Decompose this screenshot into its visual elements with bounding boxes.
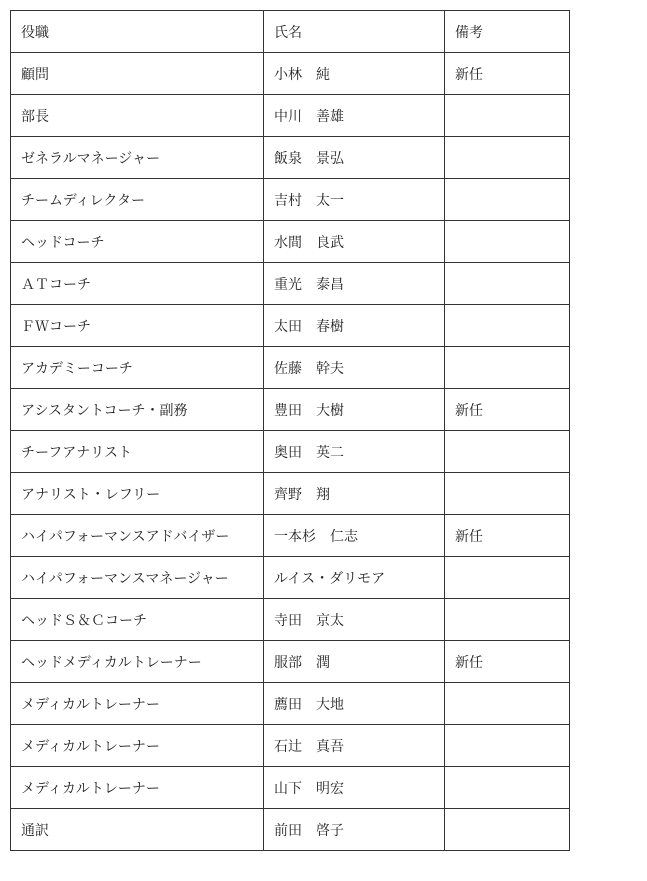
note-cell	[445, 557, 570, 599]
role-cell: ＦＷコーチ	[11, 305, 264, 347]
note-cell	[445, 683, 570, 725]
note-cell	[445, 95, 570, 137]
table-row	[11, 137, 570, 179]
name-cell: 服部 潤	[264, 641, 445, 683]
header-note: 備考	[445, 11, 570, 53]
name-cell: 薦田 大地	[264, 683, 445, 725]
name-cell: 水間 良武	[264, 221, 445, 263]
note-cell	[445, 725, 570, 767]
role-cell: 通訳	[11, 809, 264, 851]
note-cell	[445, 431, 570, 473]
role-cell: ヘッドＳ＆Ｃコーチ	[11, 599, 264, 641]
role-cell: メディカルトレーナー	[11, 767, 264, 809]
table-row	[11, 767, 570, 809]
role-cell: 部長	[11, 95, 264, 137]
note-cell: 新任	[445, 641, 570, 683]
name-cell: 吉村 太一	[264, 179, 445, 221]
table-row	[11, 53, 570, 95]
role-cell: チーフアナリスト	[11, 431, 264, 473]
staff-table	[10, 10, 570, 851]
table-header	[11, 11, 570, 53]
role-cell: ヘッドメディカルトレーナー	[11, 641, 264, 683]
name-cell: 奥田 英二	[264, 431, 445, 473]
note-cell	[445, 599, 570, 641]
note-cell	[445, 263, 570, 305]
table-row	[11, 515, 570, 557]
note-cell	[445, 137, 570, 179]
note-cell	[445, 767, 570, 809]
header-name: 氏名	[264, 11, 445, 53]
name-cell: ルイス・ダリモア	[264, 557, 445, 599]
note-cell	[445, 347, 570, 389]
note-cell: 新任	[445, 515, 570, 557]
role-cell: ヘッドコーチ	[11, 221, 264, 263]
note-cell	[445, 305, 570, 347]
name-cell: 豊田 大樹	[264, 389, 445, 431]
note-cell	[445, 221, 570, 263]
table-row	[11, 809, 570, 851]
note-cell	[445, 809, 570, 851]
header-role: 役職	[11, 11, 264, 53]
name-cell: 齊野 翔	[264, 473, 445, 515]
header-row	[11, 11, 570, 53]
table-row	[11, 557, 570, 599]
name-cell: 一本杉 仁志	[264, 515, 445, 557]
note-cell	[445, 179, 570, 221]
name-cell: 飯泉 景弘	[264, 137, 445, 179]
role-cell: ゼネラルマネージャー	[11, 137, 264, 179]
name-cell: 重光 泰昌	[264, 263, 445, 305]
name-cell: 石辻 真吾	[264, 725, 445, 767]
note-cell: 新任	[445, 53, 570, 95]
role-cell: ハイパフォーマンスアドバイザー	[11, 515, 264, 557]
table-row	[11, 599, 570, 641]
name-cell: 太田 春樹	[264, 305, 445, 347]
role-cell: ＡＴコーチ	[11, 263, 264, 305]
table-row	[11, 347, 570, 389]
table-row	[11, 641, 570, 683]
table-row	[11, 263, 570, 305]
table-row	[11, 179, 570, 221]
note-cell: 新任	[445, 389, 570, 431]
name-cell: 小林 純	[264, 53, 445, 95]
note-cell	[445, 473, 570, 515]
role-cell: ハイパフォーマンスマネージャー	[11, 557, 264, 599]
table-row	[11, 725, 570, 767]
table-row	[11, 473, 570, 515]
role-cell: アナリスト・レフリー	[11, 473, 264, 515]
table-row	[11, 221, 570, 263]
table-body	[11, 53, 570, 851]
table-row	[11, 389, 570, 431]
table-row	[11, 305, 570, 347]
role-cell: 顧問	[11, 53, 264, 95]
role-cell: メディカルトレーナー	[11, 725, 264, 767]
name-cell: 前田 啓子	[264, 809, 445, 851]
name-cell: 寺田 京太	[264, 599, 445, 641]
name-cell: 山下 明宏	[264, 767, 445, 809]
role-cell: メディカルトレーナー	[11, 683, 264, 725]
role-cell: アシスタントコーチ・副務	[11, 389, 264, 431]
table-row	[11, 431, 570, 473]
role-cell: アカデミーコーチ	[11, 347, 264, 389]
table-row	[11, 95, 570, 137]
role-cell: チームディレクター	[11, 179, 264, 221]
name-cell: 佐藤 幹夫	[264, 347, 445, 389]
table-row	[11, 683, 570, 725]
name-cell: 中川 善雄	[264, 95, 445, 137]
